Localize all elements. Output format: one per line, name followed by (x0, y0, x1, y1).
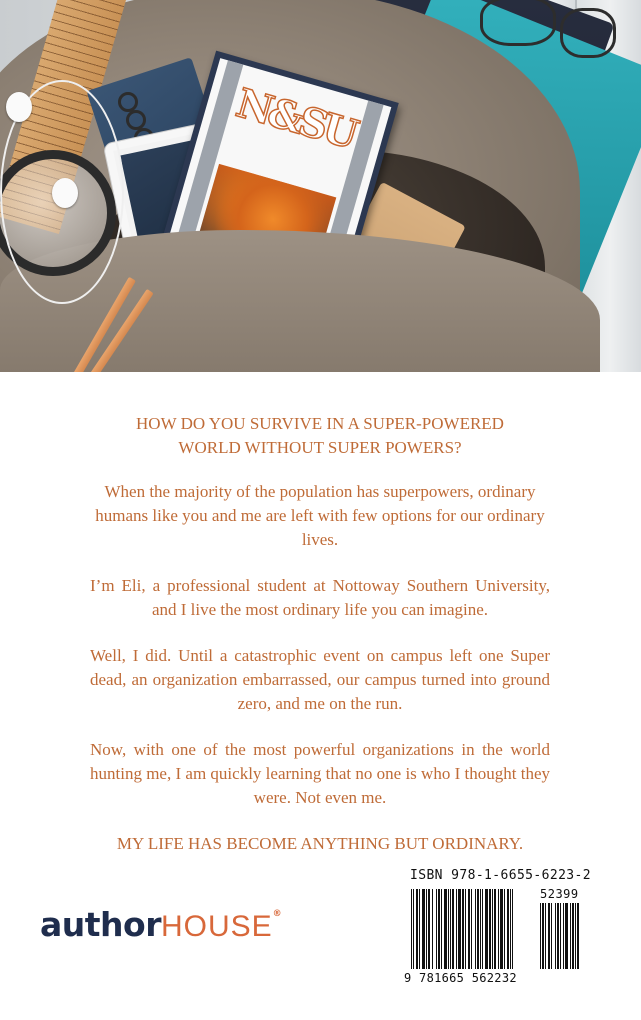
barcode-bar (540, 903, 541, 969)
nsu-monogram: N&SU (231, 79, 360, 158)
barcode-bar (456, 889, 457, 969)
barcode-bar (542, 903, 544, 969)
ean-bars (411, 889, 533, 969)
barcode-bar (577, 903, 579, 969)
earbud (52, 178, 78, 208)
barcode-bar (458, 889, 461, 969)
barcode-bar (563, 903, 564, 969)
blurb-paragraph: Now, with one of the most powerful organizations in the world hunting me, I am quickly learning that no one is who I thought they were. Not even me. (90, 740, 550, 807)
barcode-bar (575, 903, 576, 969)
barcode-bar (510, 889, 511, 969)
blurb-headline (90, 412, 550, 460)
barcode-bar (422, 889, 425, 969)
addon-bars (540, 903, 598, 969)
isbn-number: ISBN 978-1-6655-6223-2 (410, 868, 591, 883)
barcode-bar (416, 889, 418, 969)
spiral-ring (126, 110, 146, 130)
barcode-bar (557, 903, 559, 969)
barcode-bar (570, 903, 571, 969)
barcode-bar (471, 889, 472, 969)
barcode-bar (504, 889, 505, 969)
barcode-bar (512, 889, 513, 969)
barcode-bar (565, 903, 568, 969)
eyeglasses (560, 8, 616, 58)
barcode-bar (548, 903, 550, 969)
logo-house: HOUSE (160, 910, 273, 943)
price-code: 52399 (540, 887, 579, 901)
blurb (90, 412, 550, 878)
barcode-bar (555, 903, 556, 969)
barcode-bar (477, 889, 479, 969)
barcode-bar (545, 903, 546, 969)
barcode-bar (419, 889, 420, 969)
isbn-barcode (397, 858, 609, 992)
barcode-bar (441, 889, 442, 969)
barcode-bar (494, 889, 496, 969)
barcode-bar (452, 889, 454, 969)
barcode-bar (444, 889, 447, 969)
barcode-bar (426, 889, 427, 969)
barcode-bar (450, 889, 451, 969)
barcode-bar (560, 903, 561, 969)
barcode-bar (507, 889, 509, 969)
headline-line: HOW DO YOU SURVIVE IN A SUPER-POWERED (136, 414, 504, 433)
barcode-bar (413, 889, 414, 969)
spiral-ring (118, 92, 138, 112)
barcode-bar (480, 889, 481, 969)
blurb-paragraph: Well, I did. Until a catastrophic event on campus left one Super dead, an organization embarrassed, our campus turned into ground zero, and me on the run. (90, 646, 550, 713)
barcode-bar (448, 889, 449, 969)
barcode-bar (551, 903, 552, 969)
barcode-bar (482, 889, 483, 969)
barcode-bar (468, 889, 470, 969)
barcode-bar (475, 889, 476, 969)
publisher-logo (40, 905, 281, 953)
barcode-bar (489, 889, 491, 969)
logo-author: author (40, 905, 161, 944)
barcode-bar (498, 889, 499, 969)
trademark-symbol: ® (272, 909, 282, 919)
barcode-bar (438, 889, 440, 969)
blurb-closing: MY LIFE HAS BECOME ANYTHING BUT ORDINARY. (116, 834, 524, 853)
barcode-bar (485, 889, 488, 969)
barcode-bar (500, 889, 503, 969)
barcode-bar (411, 889, 412, 969)
barcode-bar (465, 889, 466, 969)
blurb-paragraph: When the majority of the population has superpowers, ordinary humans like you and me are left with few options for our ordinary lives. (95, 482, 545, 549)
barcode-bar (428, 889, 430, 969)
barcode-bar (462, 889, 464, 969)
cover-photo (0, 0, 641, 372)
barcode-bar (572, 903, 574, 969)
blurb-paragraph: I’m Eli, a professional student at Nottoway Southern University, and I live the most ordinary life you can imagine. (90, 576, 550, 619)
barcode-bar (492, 889, 493, 969)
headline-line: WORLD WITHOUT SUPER POWERS? (178, 438, 462, 457)
earbud (6, 92, 32, 122)
barcode-bar (432, 889, 433, 969)
barcode-bar (436, 889, 437, 969)
eyeglasses (480, 0, 556, 46)
ean-digits: 9 781665 562232 (404, 971, 517, 985)
